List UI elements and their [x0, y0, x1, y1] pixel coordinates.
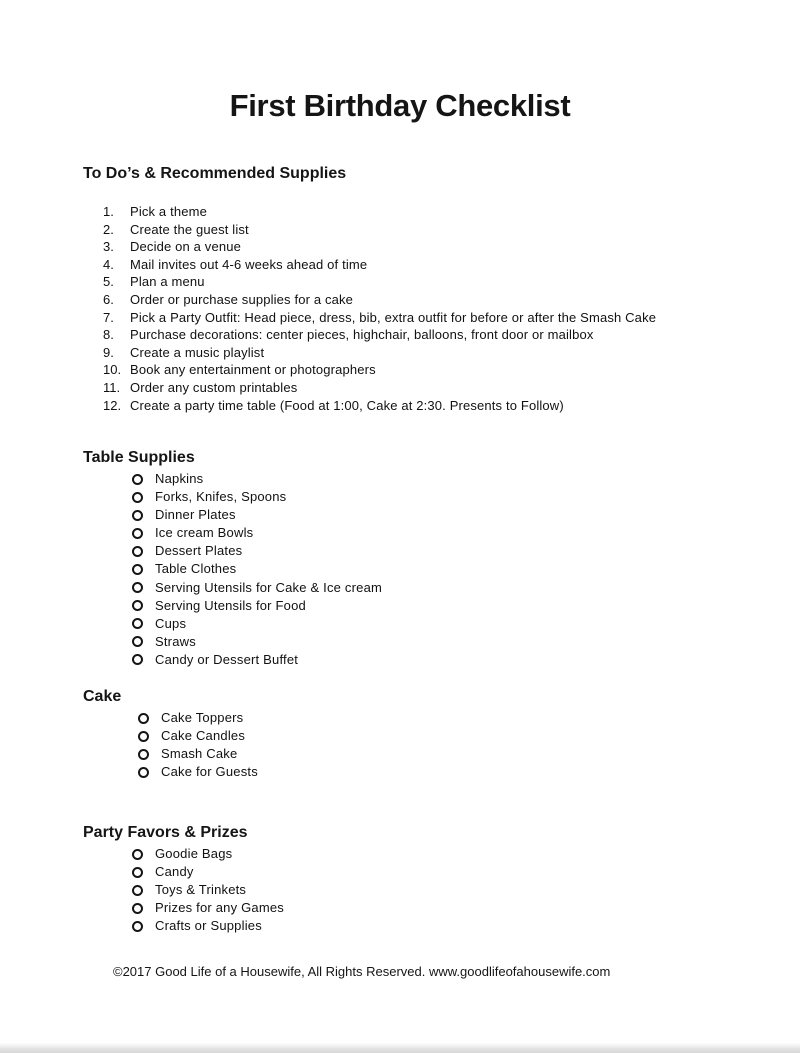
todo-number: 7. — [103, 309, 114, 325]
checklist-item-label: Crafts or Supplies — [155, 918, 262, 934]
todo-text: Pick a Party Outfit: Head piece, dress, bib, extra outfit for before or after the Smash Cake — [130, 309, 657, 325]
todo-text: Mail invites out 4-6 weeks ahead of time — [130, 256, 368, 272]
checkbox-circle-icon[interactable] — [132, 492, 143, 503]
checklist-item[interactable] — [132, 579, 382, 597]
todo-text: Create a party time table (Food at 1:00, Cake at 2:30. Presents to Follow) — [130, 397, 564, 413]
checklist-item[interactable] — [132, 470, 382, 488]
table-supplies-list — [132, 470, 382, 669]
cake-list — [138, 709, 258, 781]
todo-item — [103, 379, 703, 397]
checklist-item[interactable] — [132, 881, 284, 899]
checklist-item-label: Straws — [155, 633, 196, 649]
checklist-item[interactable] — [132, 542, 382, 560]
todo-item — [103, 309, 703, 327]
todo-item — [103, 326, 703, 344]
table-supplies-heading: Table Supplies — [83, 449, 195, 466]
checklist-item[interactable] — [132, 506, 382, 524]
checkbox-circle-icon[interactable] — [132, 849, 143, 860]
todo-number: 3. — [103, 239, 114, 255]
checkbox-circle-icon[interactable] — [132, 582, 143, 593]
checklist-item-label: Dinner Plates — [155, 507, 236, 523]
copyright-footer: ©2017 Good Life of a Housewife, All Rights Reserved. www.goodlifeofahousewife.com — [113, 964, 611, 979]
checklist-item[interactable] — [132, 863, 284, 881]
checklist-item-label: Smash Cake — [161, 746, 238, 762]
todo-number: 2. — [103, 221, 114, 237]
todo-item — [103, 397, 703, 415]
checkbox-circle-icon[interactable] — [132, 618, 143, 629]
checklist-item-label: Serving Utensils for Cake & Ice cream — [155, 579, 383, 595]
checkbox-circle-icon[interactable] — [132, 636, 143, 647]
checkbox-circle-icon[interactable] — [132, 510, 143, 521]
todo-item — [103, 291, 703, 309]
checkbox-circle-icon[interactable] — [132, 903, 143, 914]
cake-heading: Cake — [83, 688, 122, 705]
todo-text: Order or purchase supplies for a cake — [130, 291, 354, 307]
checklist-item[interactable] — [132, 845, 284, 863]
checkbox-circle-icon[interactable] — [132, 474, 143, 485]
checkbox-circle-icon[interactable] — [132, 921, 143, 932]
todo-number: 8. — [103, 327, 114, 343]
party-favors-heading: Party Favors & Prizes — [83, 824, 248, 841]
checklist-item-label: Forks, Knifes, Spoons — [155, 489, 287, 505]
checklist-item[interactable] — [138, 709, 258, 727]
checklist-item-label: Serving Utensils for Food — [155, 597, 306, 613]
todo-number: 6. — [103, 291, 114, 307]
todo-item — [103, 361, 703, 379]
checkbox-circle-icon[interactable] — [138, 713, 149, 724]
todo-item — [103, 256, 703, 274]
checkbox-circle-icon[interactable] — [132, 564, 143, 575]
checklist-item-label: Cake for Guests — [161, 764, 258, 780]
todo-item — [103, 203, 703, 221]
checklist-item-label: Dessert Plates — [155, 543, 243, 559]
checklist-item[interactable] — [132, 615, 382, 633]
checkbox-circle-icon[interactable] — [138, 749, 149, 760]
checklist-item[interactable] — [132, 560, 382, 578]
todo-text: Pick a theme — [130, 204, 207, 219]
checkbox-circle-icon[interactable] — [138, 731, 149, 742]
party-favors-list — [132, 845, 284, 935]
checklist-item-label: Goodie Bags — [155, 846, 233, 861]
todo-section-heading: To Do’s & Recommended Supplies — [83, 165, 347, 182]
checklist-item[interactable] — [138, 763, 258, 781]
checklist-item[interactable] — [132, 917, 284, 935]
checkbox-circle-icon[interactable] — [132, 528, 143, 539]
checklist-item-label: Prizes for any Games — [155, 900, 284, 916]
todo-item — [103, 221, 703, 239]
todo-item — [103, 273, 703, 291]
page-bottom-edge — [0, 1043, 800, 1053]
checklist-item[interactable] — [132, 651, 382, 669]
checklist-item-label: Cake Toppers — [161, 710, 244, 725]
checkbox-circle-icon[interactable] — [132, 600, 143, 611]
checklist-item[interactable] — [132, 488, 382, 506]
todo-number: 11. — [103, 379, 121, 395]
checklist-item[interactable] — [132, 524, 382, 542]
page-title: First Birthday Checklist — [229, 88, 571, 123]
checklist-item[interactable] — [138, 727, 258, 745]
checklist-item-label: Toys & Trinkets — [155, 882, 247, 898]
todo-number: 4. — [103, 256, 114, 272]
todo-text: Create the guest list — [130, 221, 249, 237]
checklist-item[interactable] — [132, 597, 382, 615]
checklist-item-label: Cups — [155, 615, 187, 631]
todo-text: Order any custom printables — [130, 379, 298, 395]
checklist-item[interactable] — [138, 745, 258, 763]
checklist-item-label: Candy — [155, 864, 194, 880]
checkbox-circle-icon[interactable] — [132, 654, 143, 665]
todo-number: 5. — [103, 274, 114, 290]
checkbox-circle-icon[interactable] — [132, 885, 143, 896]
todo-number: 10. — [103, 362, 122, 378]
todo-text: Decide on a venue — [130, 239, 241, 255]
todo-text: Purchase decorations: center pieces, highchair, balloons, front door or mailbox — [130, 327, 594, 343]
todo-text: Create a music playlist — [130, 344, 265, 360]
checkbox-circle-icon[interactable] — [132, 546, 143, 557]
todo-number: 1. — [103, 204, 114, 219]
todo-item — [103, 344, 703, 362]
todo-number: 12. — [103, 397, 122, 413]
checkbox-circle-icon[interactable] — [138, 767, 149, 778]
checklist-item[interactable] — [132, 633, 382, 651]
todo-number: 9. — [103, 344, 114, 360]
checkbox-circle-icon[interactable] — [132, 867, 143, 878]
checklist-item-label: Candy or Dessert Buffet — [155, 651, 299, 667]
checklist-item-label: Ice cream Bowls — [155, 525, 254, 541]
checklist-item-label: Table Clothes — [155, 561, 237, 577]
todo-text: Plan a menu — [130, 274, 205, 290]
checklist-item-label: Cake Candles — [161, 728, 246, 744]
checklist-item[interactable] — [132, 899, 284, 917]
checklist-item-label: Napkins — [155, 471, 204, 486]
todo-text: Book any entertainment or photographers — [130, 362, 376, 378]
todo-item — [103, 238, 703, 256]
todo-list — [103, 203, 703, 414]
